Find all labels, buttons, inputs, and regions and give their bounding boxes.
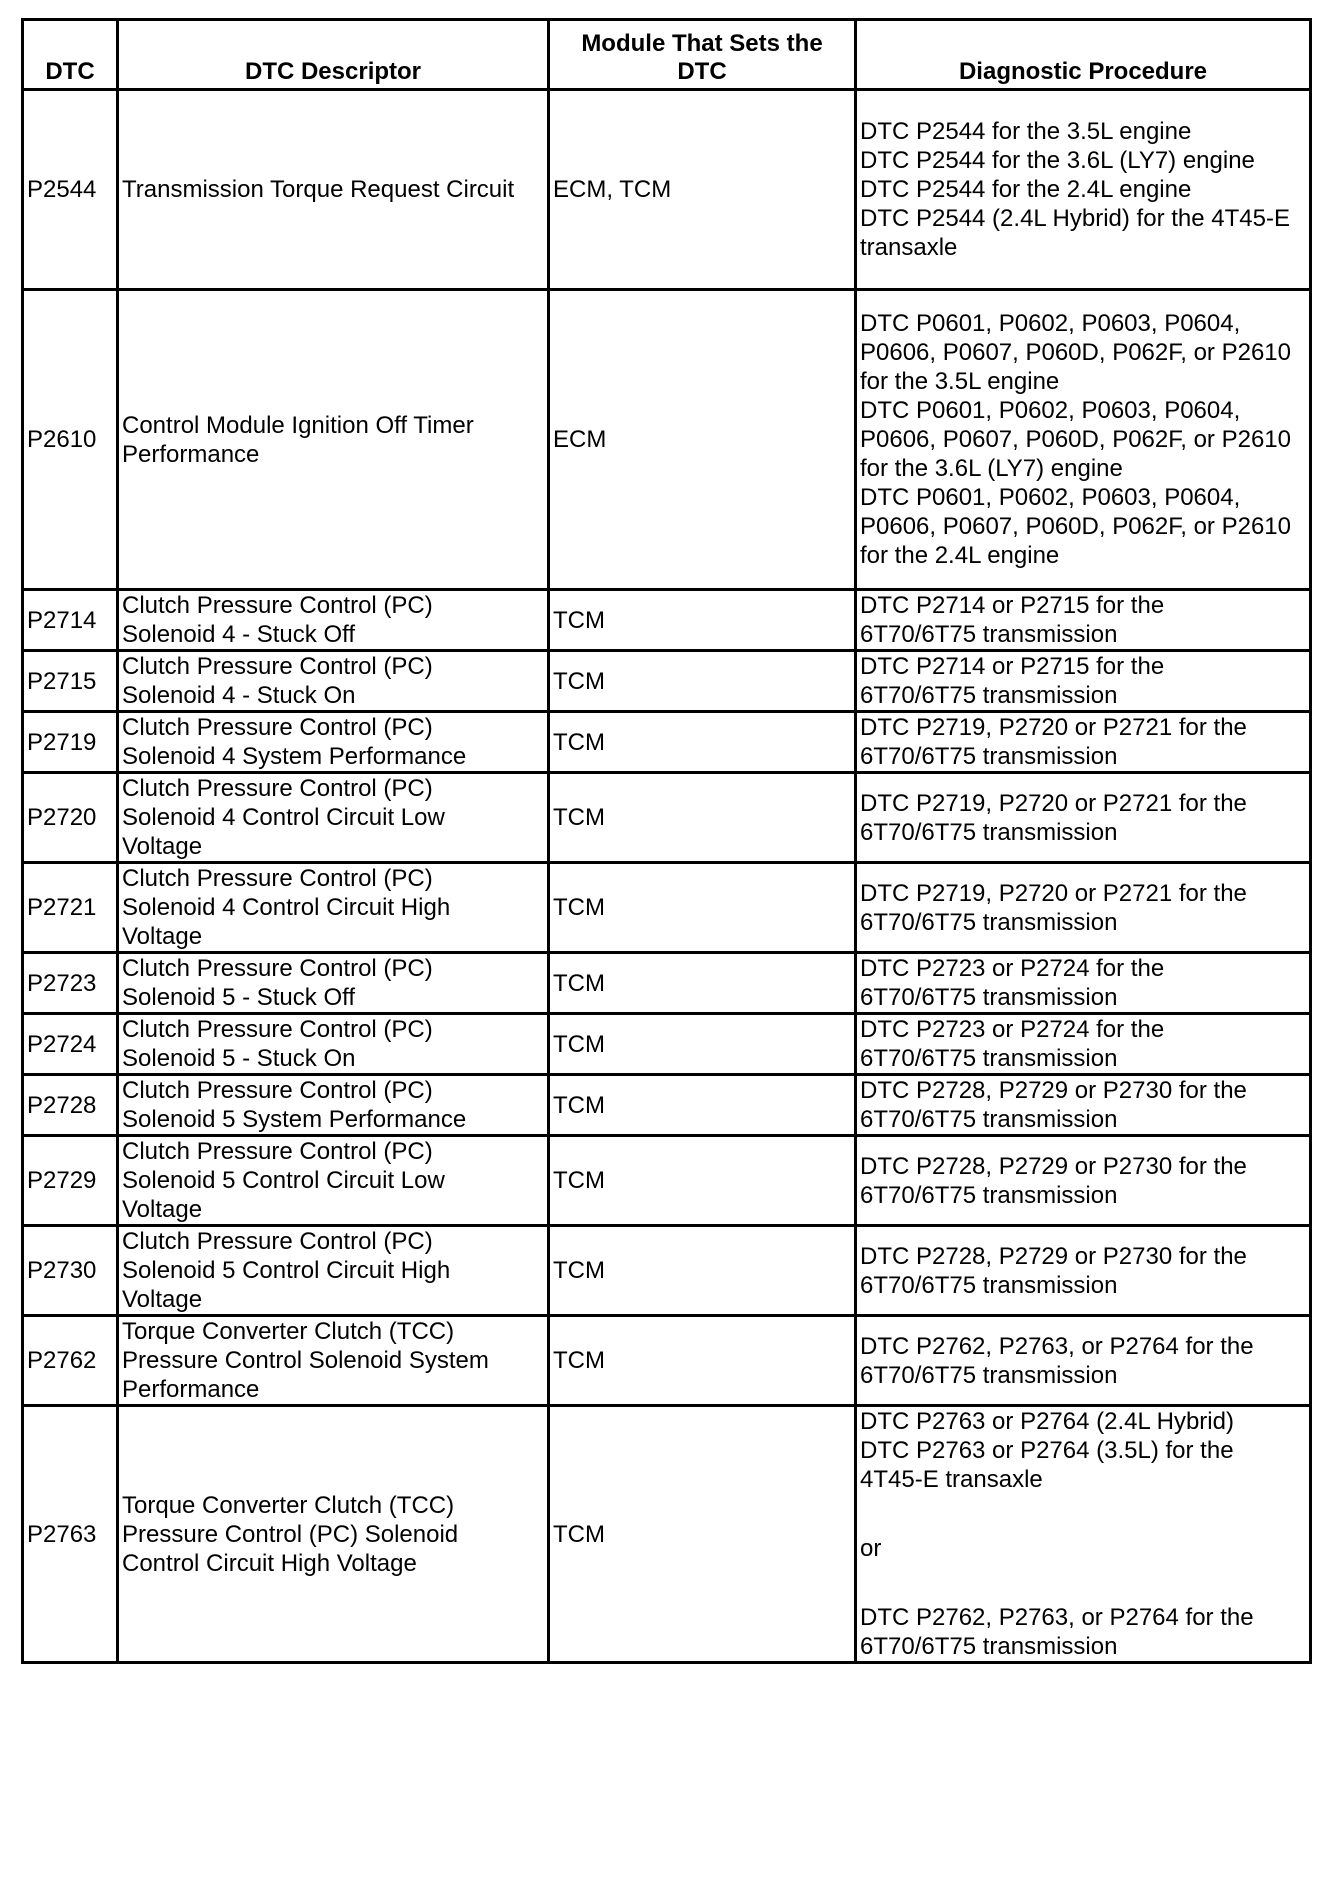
dtc-code: P2763: [23, 1406, 118, 1663]
setting-module: TCM: [549, 590, 856, 651]
descriptor-line: Solenoid 5 System Performance: [122, 1106, 467, 1133]
descriptor-line: Clutch Pressure Control (PC): [122, 775, 433, 802]
dtc-code: P2610: [23, 290, 118, 590]
descriptor-line: Solenoid 5 Control Circuit Low: [122, 1167, 445, 1194]
procedure-link: DTC P2728, P2729 or P2730 for the: [860, 1242, 1247, 1270]
header-module: Module That Sets the DTC: [549, 20, 856, 90]
descriptor-line: Control Module Ignition Off Timer: [122, 411, 474, 439]
dtc-code: P2720: [23, 773, 118, 863]
setting-module: TCM: [549, 651, 856, 712]
descriptor-line: Voltage: [122, 1286, 203, 1313]
procedure-link: DTC P0601, P0602, P0603, P0604, P0606, P0607, P060D, P062F, or P2610 for the 3.5L engine: [860, 310, 1291, 395]
descriptor-line: Solenoid 4 Control Circuit Low: [122, 804, 445, 831]
procedure-link: 6T70/6T75 transmission: [860, 818, 1118, 846]
dtc-descriptor: [118, 712, 549, 773]
procedure-link: DTC P2714 or P2715 for the: [860, 592, 1165, 619]
dtc-code: P2721: [23, 863, 118, 953]
procedure-link: DTC P2719, P2720 or P2721 for the: [860, 714, 1247, 741]
table-row: [23, 651, 1311, 712]
table-body: [23, 90, 1311, 1663]
table-row: [23, 1406, 1311, 1663]
descriptor-line: Solenoid 5 - Stuck On: [122, 1045, 356, 1072]
diagnostic-procedure: [856, 590, 1311, 651]
procedure-link: 6T70/6T75 transmission: [860, 1045, 1118, 1072]
dtc-table: [21, 18, 1312, 1664]
table-row: [23, 863, 1311, 953]
setting-module: ECM, TCM: [549, 90, 856, 290]
table-row: [23, 1075, 1311, 1136]
dtc-code: P2719: [23, 712, 118, 773]
procedure-link: 6T70/6T75 transmission: [860, 1271, 1118, 1299]
table-row: [23, 773, 1311, 863]
procedure-link: DTC P0601, P0602, P0603, P0604, P0606, P0607, P060D, P062F, or P2610 for the 2.4L engine: [860, 484, 1291, 569]
setting-module: TCM: [549, 953, 856, 1014]
table-row: [23, 290, 1311, 590]
dtc-descriptor: [118, 590, 549, 651]
procedure-link: 6T70/6T75 transmission: [860, 1106, 1118, 1133]
diagnostic-procedure: [856, 953, 1311, 1014]
procedure-link: DTC P2763 or P2764 (2.4L Hybrid): [860, 1408, 1234, 1435]
setting-module: TCM: [549, 863, 856, 953]
descriptor-line: Clutch Pressure Control (PC): [122, 653, 433, 680]
procedure-spacer: [860, 1563, 1306, 1603]
header-row: [23, 20, 1311, 90]
procedure-link: DTC P2544 for the 2.4L engine: [860, 176, 1192, 203]
procedure-link: 6T70/6T75 transmission: [860, 1361, 1118, 1389]
descriptor-line: Pressure Control (PC) Solenoid: [122, 1520, 459, 1548]
dtc-descriptor: [118, 90, 549, 290]
descriptor-line: Voltage: [122, 833, 203, 860]
table-row: [23, 1226, 1311, 1316]
setting-module: TCM: [549, 1316, 856, 1406]
descriptor-line: Voltage: [122, 923, 203, 950]
dtc-descriptor: [118, 651, 549, 712]
descriptor-line: Transmission Torque Request Circuit: [122, 176, 515, 203]
setting-module: TCM: [549, 1014, 856, 1075]
dtc-code: P2728: [23, 1075, 118, 1136]
dtc-descriptor: [118, 1226, 549, 1316]
dtc-descriptor: [118, 1406, 549, 1663]
header-diagnostic-procedure: Diagnostic Procedure: [856, 20, 1311, 90]
descriptor-line: Performance: [122, 1376, 260, 1403]
descriptor-line: Solenoid 4 - Stuck On: [122, 682, 356, 709]
descriptor-line: Solenoid 5 Control Circuit High: [122, 1257, 451, 1284]
dtc-descriptor: [118, 863, 549, 953]
diagnostic-procedure: [856, 1226, 1311, 1316]
procedure-spacer: [860, 1494, 1306, 1534]
setting-module: TCM: [549, 1226, 856, 1316]
dtc-descriptor: [118, 1136, 549, 1226]
setting-module: TCM: [549, 1406, 856, 1663]
descriptor-line: Solenoid 4 Control Circuit High: [122, 894, 451, 921]
descriptor-line: Torque Converter Clutch (TCC): [122, 1491, 455, 1519]
procedure-link: DTC P2728, P2729 or P2730 for the: [860, 1077, 1247, 1104]
diagnostic-procedure: [856, 1014, 1311, 1075]
diagnostic-procedure: [856, 90, 1311, 290]
descriptor-line: Clutch Pressure Control (PC): [122, 592, 433, 619]
diagnostic-procedure: [856, 290, 1311, 590]
procedure-link: 6T70/6T75 transmission: [860, 1633, 1118, 1660]
setting-module: ECM: [549, 290, 856, 590]
descriptor-line: Voltage: [122, 1196, 203, 1223]
descriptor-line: Performance: [122, 440, 260, 468]
procedure-link: DTC P2762, P2763, or P2764 for the: [860, 1332, 1254, 1360]
table-row: [23, 1014, 1311, 1075]
dtc-code: P2723: [23, 953, 118, 1014]
diagnostic-procedure: [856, 863, 1311, 953]
descriptor-line: Torque Converter Clutch (TCC): [122, 1318, 455, 1345]
procedure-link: 4T45-E transaxle: [860, 1466, 1043, 1493]
setting-module: TCM: [549, 1075, 856, 1136]
dtc-code: P2729: [23, 1136, 118, 1226]
descriptor-line: Pressure Control Solenoid System: [122, 1347, 489, 1374]
procedure-link: 6T70/6T75 transmission: [860, 621, 1118, 648]
setting-module: TCM: [549, 712, 856, 773]
header-dtc: DTC: [23, 20, 118, 90]
descriptor-line: Solenoid 4 System Performance: [122, 743, 467, 770]
dtc-code: P2714: [23, 590, 118, 651]
dtc-code: P2715: [23, 651, 118, 712]
diagnostic-procedure: [856, 1316, 1311, 1406]
procedure-link: DTC P2719, P2720 or P2721 for the: [860, 789, 1247, 817]
descriptor-line: Clutch Pressure Control (PC): [122, 1138, 433, 1165]
dtc-descriptor: [118, 953, 549, 1014]
descriptor-line: Clutch Pressure Control (PC): [122, 1016, 433, 1043]
procedure-link: 6T70/6T75 transmission: [860, 984, 1118, 1011]
diagnostic-procedure: [856, 1406, 1311, 1663]
table-row: [23, 90, 1311, 290]
dtc-descriptor: [118, 1075, 549, 1136]
procedure-link: DTC P2714 or P2715 for the: [860, 653, 1165, 680]
procedure-link: 6T70/6T75 transmission: [860, 1181, 1118, 1209]
descriptor-line: Solenoid 5 - Stuck Off: [122, 984, 356, 1011]
table-row: [23, 1136, 1311, 1226]
procedure-link: DTC P2544 for the 3.5L engine: [860, 118, 1192, 145]
descriptor-line: Solenoid 4 - Stuck Off: [122, 621, 356, 648]
descriptor-line: Clutch Pressure Control (PC): [122, 955, 433, 982]
descriptor-line: Clutch Pressure Control (PC): [122, 865, 433, 892]
header-dtc-descriptor: DTC Descriptor: [118, 20, 549, 90]
procedure-link: DTC P2728, P2729 or P2730 for the: [860, 1152, 1247, 1180]
diagnostic-procedure: [856, 651, 1311, 712]
setting-module: TCM: [549, 1136, 856, 1226]
procedure-link: DTC P2763 or P2764 (3.5L) for the: [860, 1437, 1234, 1464]
procedure-link: DTC P2544 (2.4L Hybrid) for the 4T45-E transaxle: [860, 205, 1290, 261]
dtc-code: P2762: [23, 1316, 118, 1406]
descriptor-line: Clutch Pressure Control (PC): [122, 1077, 433, 1104]
dtc-descriptor: [118, 773, 549, 863]
descriptor-line: Clutch Pressure Control (PC): [122, 1228, 433, 1255]
table-row: [23, 590, 1311, 651]
procedure-link: DTC P2723 or P2724 for the: [860, 955, 1165, 982]
procedure-link: 6T70/6T75 transmission: [860, 908, 1118, 936]
dtc-code: P2730: [23, 1226, 118, 1316]
diagnostic-procedure: [856, 1136, 1311, 1226]
setting-module: TCM: [549, 773, 856, 863]
procedure-link: 6T70/6T75 transmission: [860, 682, 1118, 709]
diagnostic-procedure: [856, 773, 1311, 863]
procedure-link: DTC P2719, P2720 or P2721 for the: [860, 879, 1247, 907]
procedure-link: DTC P0601, P0602, P0603, P0604, P0606, P0607, P060D, P062F, or P2610 for the 3.6L (LY7) engine: [860, 397, 1291, 482]
diagnostic-procedure: [856, 1075, 1311, 1136]
descriptor-line: Control Circuit High Voltage: [122, 1549, 417, 1577]
dtc-descriptor: [118, 290, 549, 590]
descriptor-line: Clutch Pressure Control (PC): [122, 714, 433, 741]
dtc-descriptor: [118, 1316, 549, 1406]
procedure-link: DTC P2544 for the 3.6L (LY7) engine: [860, 147, 1255, 174]
table-row: [23, 712, 1311, 773]
procedure-link: DTC P2723 or P2724 for the: [860, 1016, 1165, 1043]
table-row: [23, 953, 1311, 1014]
procedure-link: 6T70/6T75 transmission: [860, 743, 1118, 770]
dtc-code: P2544: [23, 90, 118, 290]
dtc-code: P2724: [23, 1014, 118, 1075]
dtc-descriptor: [118, 1014, 549, 1075]
table-row: [23, 1316, 1311, 1406]
procedure-link: or: [860, 1535, 882, 1562]
procedure-link: DTC P2762, P2763, or P2764 for the: [860, 1604, 1254, 1631]
diagnostic-procedure: [856, 712, 1311, 773]
